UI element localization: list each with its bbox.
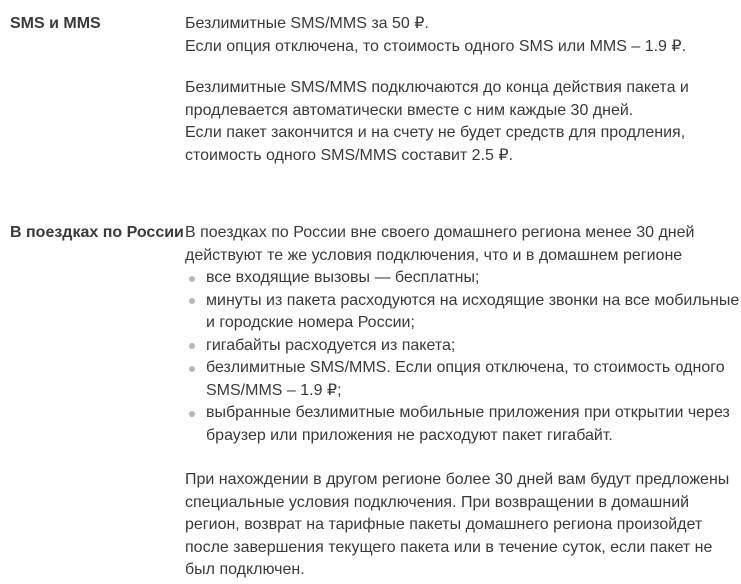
list-item <box>185 402 741 447</box>
tariff-details <box>10 13 741 582</box>
bullet-icon <box>189 276 195 282</box>
list-item <box>185 267 741 290</box>
text-line: Если опция отключена, то стоимость одного SMS или MMS – 1.9 ₽. <box>185 37 687 55</box>
text-line: Безлимитные SMS/MMS подключаются до конца действия пакета и продлевается автоматически вместе с ним каждые 30 дней. <box>185 79 689 119</box>
bullet-icon <box>189 366 195 372</box>
bullet-icon <box>189 298 195 304</box>
bullet-icon <box>189 343 195 349</box>
paragraph-block <box>185 13 741 58</box>
list-item-text: выбранные безлимитные мобильные приложения при открытии через браузер или приложения не расходуют пакет гигабайт. <box>206 404 730 444</box>
list-item-text: минуты из пакета расходуются на исходящие звонки на все мобильные и городские номера России; <box>206 291 740 331</box>
text-line: Безлимитные SMS/MMS за 50 ₽. <box>185 15 429 32</box>
section-travel-russia <box>10 222 741 582</box>
paragraph-block <box>185 77 741 167</box>
text-line: Если пакет закончится и на счету не будет средств для продления, стоимость одного SMS/MMS составит 2.5 ₽. <box>185 124 686 164</box>
section-label-sms-mms: SMS и MMS <box>10 15 101 32</box>
section-content-sms-mms <box>185 13 741 167</box>
list-item-text: безлимитные SMS/MMS. Если опция отключена, то стоимость одного SMS/MMS – 1.9 ₽; <box>206 359 725 399</box>
list-item <box>185 335 741 358</box>
list-item <box>185 290 741 335</box>
text-line: При нахождении в другом регионе более 30 дней вам будут предложены специальные условия подключения. При возвращении в домашний регион, возврат на тарифные пакеты домашнего региона произойдет после завершения текущего пакета или в течение суток, если пакет не был подключен. <box>185 471 730 578</box>
intro-paragraph <box>185 222 741 267</box>
section-sms-mms <box>10 13 741 167</box>
list-item <box>185 357 741 402</box>
section-content-travel-russia <box>185 222 741 582</box>
section-label-travel-russia: В поездках по России <box>10 224 184 241</box>
bullet-icon <box>189 411 195 417</box>
outro-paragraph <box>185 469 741 582</box>
list-item-text: все входящие вызовы — бесплатны; <box>206 269 480 286</box>
list-item-text: гигабайты расходуется из пакета; <box>206 336 456 354</box>
travel-conditions-list <box>185 267 741 447</box>
text-line: В поездках по России вне своего домашнего региона менее 30 дней действуют те же условия подключения, что и в домашнем регионе <box>185 224 695 264</box>
